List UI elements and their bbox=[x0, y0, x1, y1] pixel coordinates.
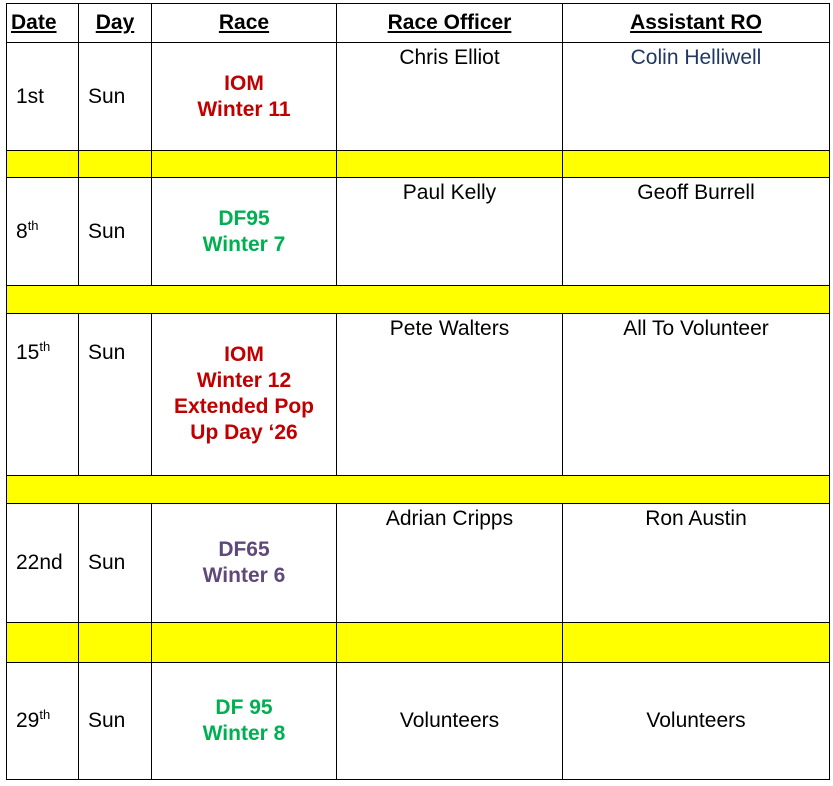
day-cell: Sun bbox=[79, 314, 152, 476]
separator-cell bbox=[152, 151, 337, 178]
race-line: Winter 6 bbox=[202, 564, 286, 587]
date-cell bbox=[7, 178, 79, 286]
race-officer-cell: Chris Elliot bbox=[337, 43, 563, 151]
assistant-ro-cell: Ron Austin bbox=[563, 504, 830, 623]
assistant-ro-cell: Colin Helliwell bbox=[563, 43, 830, 151]
header-assistant-ro: Assistant RO bbox=[563, 4, 830, 43]
race-line: Extended Pop bbox=[173, 395, 315, 418]
race-line: DF95 bbox=[218, 206, 270, 230]
separator-row bbox=[7, 151, 830, 178]
race-officer-cell: Pete Walters bbox=[337, 314, 563, 476]
day-cell: Sun bbox=[79, 663, 152, 780]
separator-cell bbox=[152, 623, 337, 663]
date-suffix: th bbox=[27, 217, 39, 233]
race-cell bbox=[152, 314, 337, 476]
separator-row bbox=[7, 476, 830, 504]
race-cell bbox=[152, 43, 337, 151]
day-cell: Sun bbox=[79, 178, 152, 286]
race-cell bbox=[152, 504, 337, 623]
table-row bbox=[7, 663, 830, 780]
date-suffix: th bbox=[39, 339, 51, 354]
table-row bbox=[7, 314, 830, 476]
race-line: IOM bbox=[224, 71, 264, 95]
race-officer-cell: Adrian Cripps bbox=[337, 504, 563, 623]
date-text: 22nd bbox=[16, 551, 63, 574]
race-officer-cell: Volunteers bbox=[337, 663, 563, 780]
table-row bbox=[7, 178, 830, 286]
separator-cell bbox=[79, 623, 152, 663]
separator-cell bbox=[563, 623, 830, 663]
day-cell: Sun bbox=[79, 504, 152, 623]
date-cell bbox=[7, 663, 79, 780]
separator-cell bbox=[7, 286, 830, 314]
assistant-ro-cell: Volunteers bbox=[563, 663, 830, 780]
date-cell bbox=[7, 504, 79, 623]
header-race-officer: Race Officer bbox=[337, 4, 563, 43]
date-text: 15 bbox=[16, 341, 40, 364]
separator-row bbox=[7, 286, 830, 314]
date-text: 29 bbox=[16, 709, 40, 732]
table-row bbox=[7, 504, 830, 623]
separator-cell bbox=[337, 623, 563, 663]
date-cell bbox=[7, 43, 79, 151]
separator-cell bbox=[7, 623, 79, 663]
race-line: DF 95 bbox=[215, 696, 273, 719]
race-line: DF65 bbox=[218, 538, 270, 561]
date-suffix: th bbox=[39, 707, 51, 722]
header-day: Day bbox=[79, 4, 152, 43]
separator-cell bbox=[79, 151, 152, 178]
race-cell bbox=[152, 663, 337, 780]
date-text: 8 bbox=[16, 219, 28, 243]
separator-cell bbox=[7, 476, 830, 504]
date-text: 1st bbox=[16, 84, 45, 108]
table-row bbox=[7, 43, 830, 151]
separator-row bbox=[7, 623, 830, 663]
date-cell bbox=[7, 314, 79, 476]
assistant-ro-cell: All To Volunteer bbox=[563, 314, 830, 476]
race-officer-cell: Paul Kelly bbox=[337, 178, 563, 286]
header-date: Date bbox=[7, 4, 79, 43]
separator-cell bbox=[563, 151, 830, 178]
header-row bbox=[7, 4, 830, 43]
race-line: Up Day ‘26 bbox=[190, 421, 298, 444]
race-line: Winter 12 bbox=[196, 369, 292, 392]
header-race: Race bbox=[152, 4, 337, 43]
race-line: IOM bbox=[224, 343, 264, 366]
race-line: Winter 7 bbox=[202, 232, 286, 256]
assistant-ro-cell: Geoff Burrell bbox=[563, 178, 830, 286]
race-cell bbox=[152, 178, 337, 286]
race-schedule-table bbox=[6, 3, 830, 780]
day-cell: Sun bbox=[79, 43, 152, 151]
race-line: Winter 8 bbox=[202, 722, 286, 745]
race-line: Winter 11 bbox=[197, 97, 291, 121]
separator-cell bbox=[7, 151, 79, 178]
separator-cell bbox=[337, 151, 563, 178]
